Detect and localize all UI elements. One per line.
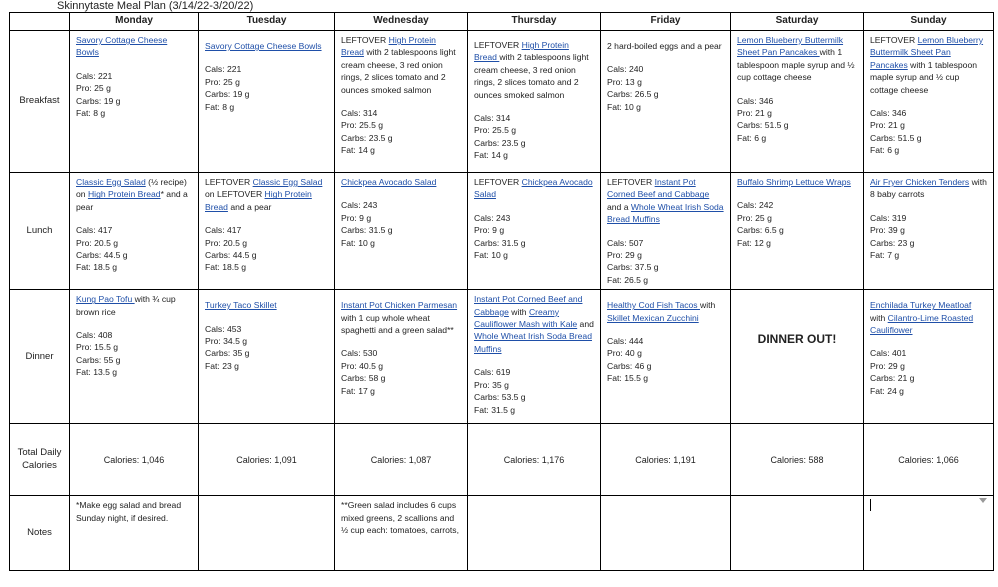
carbs: Carbs: 23.5 g [474, 137, 526, 148]
recipe-link[interactable]: Classic Egg Salad [76, 177, 146, 187]
carbs: Carbs: 37.5 g [607, 262, 659, 273]
cals: Cals: 243 [341, 200, 378, 211]
dinner-out-label: DINNER OUT! [757, 332, 837, 347]
fat: Fat: 17 g [341, 385, 375, 396]
cals: Cals: 417 [205, 225, 242, 236]
row-label-dinner: Dinner [10, 290, 70, 424]
recipe-link[interactable]: Chickpea Avocado Salad [341, 177, 437, 187]
total-tuesday: Calories: 1,091 [199, 424, 335, 496]
pro: Pro: 9 g [474, 225, 505, 236]
recipe-link[interactable]: High Protein Bread [205, 189, 312, 212]
pro: Pro: 21 g [737, 108, 772, 119]
dinner-friday [601, 290, 731, 424]
fat: Fat: 10 g [474, 250, 508, 261]
carbs: Carbs: 35 g [205, 348, 250, 359]
text: 2 hard-boiled eggs and a pear [607, 41, 722, 51]
pro: Pro: 13 g [607, 76, 642, 87]
recipe-link[interactable]: High Protein Bread [341, 35, 436, 58]
recipe-link[interactable]: Air Fryer Chicken Tenders [870, 177, 970, 187]
carbs: Carbs: 23.5 g [341, 132, 393, 143]
carbs: Carbs: 53.5 g [474, 392, 526, 403]
cals: Cals: 444 [607, 336, 644, 347]
cals: Cals: 408 [76, 330, 113, 341]
cals: Cals: 240 [607, 64, 644, 75]
pro: Pro: 25.5 g [341, 120, 384, 131]
text: * and a pear [76, 189, 188, 212]
fat: Fat: 10 g [607, 101, 641, 112]
row-label-breakfast: Breakfast [10, 31, 70, 173]
fat: Fat: 18.5 g [76, 262, 118, 273]
cals: Cals: 242 [737, 200, 774, 211]
day-header-saturday: Saturday [731, 13, 864, 31]
cals: Cals: 221 [76, 70, 113, 81]
text: with [870, 312, 888, 323]
text-cursor [870, 499, 871, 511]
pro: Pro: 29 g [607, 250, 642, 261]
pro: Pro: 21 g [870, 120, 905, 131]
fat: Fat: 24 g [870, 385, 904, 396]
recipe-link[interactable]: Whole Wheat Irish Soda Bread Muffins [607, 201, 724, 225]
lunch-wednesday [335, 173, 468, 290]
text: LEFTOVER [205, 177, 253, 187]
carbs: Carbs: 21 g [870, 373, 915, 384]
cals: Cals: 417 [76, 225, 113, 236]
breakfast-friday [601, 31, 731, 173]
pro: Pro: 40 g [607, 348, 642, 359]
text: LEFTOVER [870, 35, 918, 45]
text: LEFTOVER [474, 177, 522, 187]
notes-sunday[interactable] [864, 496, 994, 571]
pro: Pro: 35 g [474, 379, 509, 390]
text: LEFTOVER [607, 177, 655, 187]
text: (½ recipe) on [76, 177, 187, 200]
text: on LEFTOVER [205, 189, 265, 200]
carbs: Carbs: 51.5 g [737, 120, 789, 131]
dinner-thursday [468, 290, 601, 424]
recipe-link[interactable]: Skillet Mexican Zucchini [607, 312, 699, 323]
text: with 2 tablespoons light cream cheese, 3 red onion rings, 2 slices tomato and 2 ounces smoked salmon [341, 47, 456, 95]
total-monday: Calories: 1,046 [70, 424, 199, 496]
text: with 1 tablespoon maple syrup and ½ cup cottage cheese [870, 59, 978, 95]
text: with ¾ cup brown rice [76, 294, 176, 317]
cals: Cals: 319 [870, 212, 907, 223]
notes-friday[interactable] [601, 496, 731, 571]
lunch-monday [70, 173, 199, 290]
pro: Pro: 20.5 g [205, 237, 248, 248]
breakfast-thursday [468, 31, 601, 173]
fat: Fat: 14 g [341, 145, 375, 156]
carbs: Carbs: 31.5 g [474, 237, 526, 248]
carbs: Carbs: 19 g [205, 89, 250, 100]
day-header-friday: Friday [601, 13, 731, 31]
text: and [577, 319, 594, 330]
text: and a pear [227, 201, 272, 212]
text: LEFTOVER [341, 35, 389, 45]
fat: Fat: 6 g [870, 145, 900, 156]
dinner-wednesday [335, 290, 468, 424]
fat: Fat: 18.5 g [205, 262, 247, 273]
meal-plan-table [9, 12, 994, 571]
carbs: Carbs: 19 g [76, 95, 121, 106]
fat: Fat: 14 g [474, 150, 508, 161]
pro: Pro: 15.5 g [76, 342, 119, 353]
breakfast-wednesday [335, 31, 468, 173]
recipe-link[interactable]: Healthy Cod Fish Tacos [607, 300, 700, 311]
recipe-link[interactable]: Enchilada Turkey Meatloaf [870, 300, 972, 311]
carbs: Carbs: 23 g [870, 237, 915, 248]
recipe-link[interactable]: Lemon Blueberry Buttermilk Sheet Pan Pancakes [870, 35, 984, 70]
recipe-link[interactable]: High Protein Bread [474, 40, 569, 63]
cals: Cals: 243 [474, 212, 511, 223]
text: with 1 cup whole wheat spaghetti and a green salad** [341, 312, 454, 336]
carbs: Carbs: 31.5 g [341, 225, 393, 236]
cals: Cals: 314 [474, 113, 511, 124]
pro: Pro: 20.5 g [76, 237, 119, 248]
carbs: Carbs: 44.5 g [205, 250, 257, 261]
cals: Cals: 346 [737, 95, 774, 106]
pro: Pro: 34.5 g [205, 336, 248, 347]
lunch-row [10, 173, 994, 290]
recipe-link[interactable]: Classic Egg Salad [252, 177, 323, 187]
pro: Pro: 25.5 g [474, 125, 517, 136]
breakfast-saturday [731, 31, 864, 173]
fat: Fat: 26.5 g [607, 274, 649, 285]
carbs: Carbs: 26.5 g [607, 89, 659, 100]
day-header-monday: Monday [70, 13, 199, 31]
recipe-link[interactable]: Savory Cottage Cheese Bowls [205, 41, 322, 51]
lunch-saturday [731, 173, 864, 290]
recipe-link[interactable]: Instant Pot Chicken Parmesan [341, 300, 458, 311]
lunch-thursday [468, 173, 601, 290]
fat: Fat: 8 g [76, 108, 106, 119]
fat: Fat: 23 g [205, 360, 239, 371]
row-label-notes: Notes [10, 496, 70, 571]
recipe-link[interactable]: Lemon Blueberry Buttermilk Sheet Pan Pancakes [737, 35, 844, 58]
row-label-lunch: Lunch [10, 173, 70, 290]
dinner-row [10, 290, 994, 424]
lunch-sunday [864, 173, 994, 290]
totals-row [10, 424, 994, 496]
corner-cell [10, 13, 70, 31]
cals: Cals: 530 [341, 348, 378, 359]
recipe-link[interactable]: Instant Pot Corned Beef and Cabbage [474, 294, 583, 317]
notes-wednesday[interactable]: **Green salad includes 6 cups mixed greens, 2 scallions and ½ cup each: tomatoes, carrots, [335, 496, 468, 571]
day-header-tuesday: Tuesday [199, 13, 335, 31]
document-title: Skinnytaste Meal Plan (3/14/22-3/20/22) [57, 0, 254, 12]
breakfast-sunday [864, 31, 994, 173]
recipe-link[interactable]: Savory Cottage Cheese Bowls [76, 35, 168, 58]
dinner-tuesday [199, 290, 335, 424]
text: with 2 tablespoons light cream cheese, 3 red onion rings, 2 slices tomato and 2 ounces smoked salmon [474, 52, 589, 100]
recipe-link[interactable]: Kung Pao Tofu [76, 294, 135, 305]
dinner-saturday [731, 290, 864, 424]
dinner-monday [70, 290, 199, 424]
pro: Pro: 25 g [76, 83, 111, 94]
notes-monday[interactable]: *Make egg salad and bread Sunday night, if desired. [70, 496, 199, 571]
pro: Pro: 39 g [870, 225, 905, 236]
notes-tuesday[interactable] [199, 496, 335, 571]
recipe-link[interactable]: Whole Wheat Irish Soda Bread Muffins [474, 331, 592, 354]
dropdown-arrow-icon[interactable] [979, 498, 987, 503]
text: with [508, 306, 529, 317]
cals: Cals: 401 [870, 348, 907, 359]
day-header-sunday: Sunday [864, 13, 994, 31]
notes-thursday[interactable] [468, 496, 601, 571]
fat: Fat: 31.5 g [474, 404, 516, 415]
recipe-link[interactable]: Cilantro-Lime Roasted Cauliflower [870, 312, 974, 336]
recipe-link[interactable]: Instant Pot Corned Beef and Cabbage [607, 177, 710, 200]
carbs: Carbs: 51.5 g [870, 132, 922, 143]
fat: Fat: 10 g [341, 237, 375, 248]
recipe-link[interactable]: Creamy Cauliflower Mash with Kale [474, 306, 578, 330]
carbs: Carbs: 6.5 g [737, 225, 784, 236]
fat: Fat: 7 g [870, 250, 900, 261]
carbs: Carbs: 46 g [607, 360, 652, 371]
carbs: Carbs: 44.5 g [76, 250, 128, 261]
header-row [10, 13, 994, 31]
fat: Fat: 6 g [737, 132, 767, 143]
cals: Cals: 507 [607, 237, 644, 248]
cals: Cals: 619 [474, 367, 511, 378]
text: with 8 baby carrots [870, 177, 987, 200]
notes-row [10, 496, 994, 571]
pro: Pro: 25 g [205, 76, 240, 87]
text: with [699, 300, 716, 311]
cals: Cals: 346 [870, 108, 907, 119]
breakfast-row [10, 31, 994, 173]
carbs: Carbs: 55 g [76, 354, 121, 365]
text: and a [607, 201, 631, 212]
text: LEFTOVER [474, 40, 522, 50]
cals: Cals: 453 [205, 323, 242, 334]
text: with 1 tablespoon maple syrup and ½ cup cottage cheese [737, 47, 855, 83]
lunch-tuesday [199, 173, 335, 290]
fat: Fat: 12 g [737, 237, 771, 248]
notes-saturday[interactable] [731, 496, 864, 571]
recipe-link[interactable]: High Protein Bread [87, 189, 161, 200]
recipe-link[interactable]: Buffalo Shrimp Lettuce Wraps [737, 177, 851, 187]
total-saturday: Calories: 588 [731, 424, 864, 496]
cals: Cals: 314 [341, 108, 378, 119]
breakfast-monday [70, 31, 199, 173]
total-wednesday: Calories: 1,087 [335, 424, 468, 496]
fat: Fat: 15.5 g [607, 373, 649, 384]
total-thursday: Calories: 1,176 [468, 424, 601, 496]
recipe-link[interactable]: Turkey Taco Skillet [205, 300, 277, 311]
day-header-wednesday: Wednesday [335, 13, 468, 31]
pro: Pro: 40.5 g [341, 360, 384, 371]
lunch-friday [601, 173, 731, 290]
total-sunday: Calories: 1,066 [864, 424, 994, 496]
pro: Pro: 25 g [737, 212, 772, 223]
pro: Pro: 29 g [870, 360, 905, 371]
cals: Cals: 221 [205, 64, 242, 75]
recipe-link[interactable]: Chickpea Avocado Salad [474, 177, 593, 200]
breakfast-tuesday [199, 31, 335, 173]
carbs: Carbs: 58 g [341, 373, 386, 384]
fat: Fat: 8 g [205, 101, 235, 112]
pro: Pro: 9 g [341, 212, 372, 223]
day-header-thursday: Thursday [468, 13, 601, 31]
dinner-sunday [864, 290, 994, 424]
total-friday: Calories: 1,191 [601, 424, 731, 496]
fat: Fat: 13.5 g [76, 367, 118, 378]
row-label-total: Total Daily Calories [10, 424, 70, 496]
